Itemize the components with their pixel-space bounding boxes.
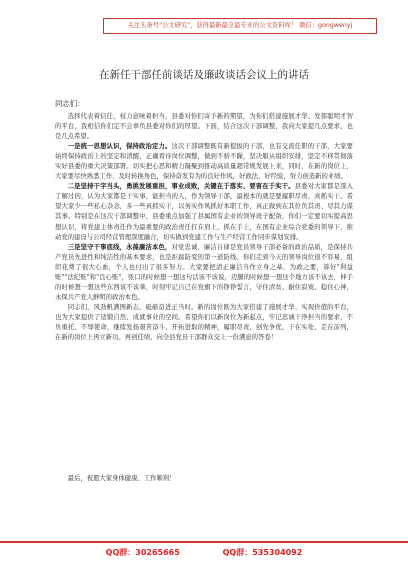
paragraph-text: 县委对大家都是深入了解过的，认为大家都是干实事、能担当的人，作为领导干部，最根本的就是要履职尽责、真抓实干。希望大家少一些私心杂念，多一些真抓实干，以务实作风抓好本职工作，真正做到在其位负其责、尽其力谋其事。特别是在这次干部调整中，县委重点加强了县属国有企业的领导班子配备，你们一定要切实提高思想认识，将党建主体责任作为最重要的政治责任扛在肩上、抓在手上，在国有企业综合党委的领导下，推动党的建设与公司经营管理深度融合，切实做到党建工作与生产经营工作同步谋划安排。 bbox=[55, 183, 353, 241]
paragraph-point-2 bbox=[55, 182, 353, 242]
paragraph-point-3 bbox=[55, 243, 353, 303]
qq-group-2: QQ群：535304092 bbox=[222, 548, 303, 557]
paragraph-text: 这次干部调整既有新提拔的干部，也有交流任职的干部，大家要始终保持政治上的坚定和清醒，正确看待岗位调整，做到不骄不躁，坚决服从组织安排，坚定不移贯彻落实好县委的重大决策部署。切实把心思和精力凝聚到推动高质量超常规发展上来，同时，在新的岗位上，大家要尽快熟悉工作，及时转换角色，保持奋发有为的良好作风，好政法、好经验，努力创造新的业绩。 bbox=[55, 143, 353, 181]
qq-group-1: QQ群：30265665 bbox=[105, 548, 180, 557]
paragraph-conclusion bbox=[55, 303, 353, 343]
document-title: 在新任干部任前谈话及廉政谈话会议上的讲话 bbox=[99, 69, 309, 81]
paragraph-lead: 三是坚守干事底线，永葆廉洁本色， bbox=[67, 243, 172, 251]
paragraph-text: 选择代表着信任，权力意味着担当，县委对你们寄予新的期望，为你们搭建施展才华、发挥聪明才智的平台，我相信你们定不会辜负县委对你们的厚望。下面，结合这次干部调整，我向大家提几点要求，也是几点希望。 bbox=[55, 113, 353, 141]
paragraph-intro bbox=[55, 112, 353, 142]
paragraph-lead: 二是坚持干字当头，勇挑发展重担，事业成败，关键在于落实、要害在于实干。 bbox=[67, 183, 295, 191]
paragraph-text: 同志们，风劲帆满图新志，砥砺奋进正当时。新的岗位既为大家搭建了施展才华、实现价值的平台，也为大家提供了适锻自然、成就事业的空间。希望你们以新岗位为新起点，牢记忠诚干净担当的要求，不负重托、不辱使命，继续发扬艰苦奋斗、开拓进取的精神，履职尽责、创先争优、干在实处、走在前列，在新的岗位上再立新功、再创佳绩，向全县党员干部群众交上一份满意的答卷！ bbox=[55, 303, 353, 342]
document-body bbox=[55, 112, 353, 343]
paragraph-point-1 bbox=[55, 142, 353, 182]
footer-divider bbox=[0, 541, 408, 543]
closing-wishes: 最后，祝愿大家身体健康、工作顺利！ bbox=[67, 475, 176, 482]
footer-contacts bbox=[0, 546, 408, 560]
paragraph-lead: 一是统一思想认识，保持政治定力。 bbox=[67, 143, 172, 151]
paragraph-text: 对党忠诚、廉洁自律是党员领导干部必备的政治品质，是保持共产党员先进性和纯洁性的基本要求，也是拒腐防变的第一道防线。你们走到今天的领导岗位很不容易，组织花费了很大心血，个人也付出了很多努力。大家要把清正廉洁当作立身之基、为政之要，算好"利益账""法纪账"和"良心账"，张口的时候想一想这句话该不该说，迈腿的时候想一想这个地方该不该去，伸手的时候想一想这些东西该不该拿，时刻牢记自己在党旗下的铮铮誓言，守住清贫、耐住寂寞、稳住心神，永保共产党人鲜明的政治本色。 bbox=[55, 243, 353, 301]
greeting: 同志们： bbox=[55, 99, 85, 108]
promo-banner: 关注头条号"公文研究"，获得最新最全最专业的公文资料库！ 微信：gongwenyj bbox=[103, 18, 377, 34]
